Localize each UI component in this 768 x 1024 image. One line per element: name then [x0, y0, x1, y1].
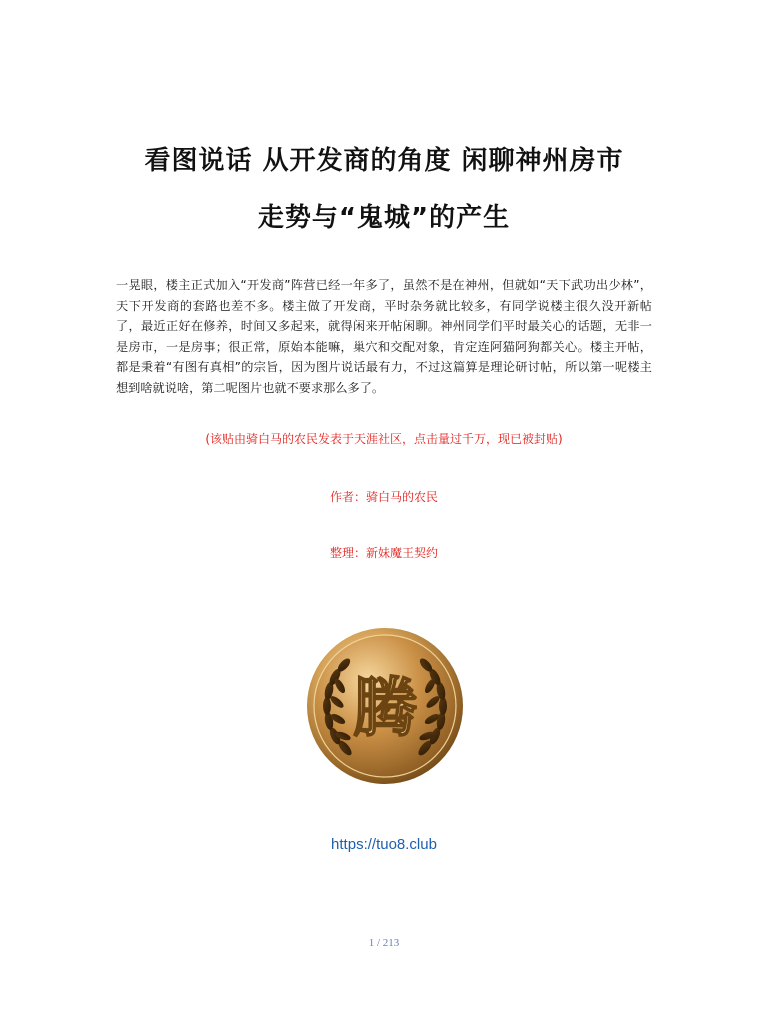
medal-glyph: 腾 — [353, 672, 417, 746]
site-link[interactable]: https://tuo8.club — [331, 836, 437, 853]
gold-medal-icon — [305, 626, 465, 786]
title-line-1: 看图说话 从开发商的角度 闲聊神州房市 — [144, 146, 624, 176]
source-note: (该贴由骑白马的农民发表于天涯社区，点击量过千万，现已被封贴) — [205, 432, 563, 446]
title-line-2: 走势与“鬼城”的产生 — [257, 203, 511, 233]
editor-line: 整理：新妹魔王契约 — [329, 546, 438, 560]
page-number: 1 / 213 — [368, 937, 400, 949]
author-line: 作者：骑白马的农民 — [329, 490, 438, 504]
intro-paragraph: 一晃眼，楼主正式加入“开发商”阵营已经一年多了，虽然不是在神州，但就如“天下武功出少林”，天下开发商的套路也差不多。楼主做了开发商，平时杂务就比较多，有同学说楼主很久没开新帖了，最近正好在修养，时间又多起来，就得闲来开帖闲聊。神州同学们平时最关心的话题，无非一是房市，一是房事；很正常，原始本能嘛，巢穴和交配对象，肯定连阿猫阿狗都关心。楼主开帖，都是秉着“有图有真相”的宗旨，因为图片说话最有力，不过这篇算是理论研讨帖，所以第一呢楼主想到啥就说啥，第二呢图片也就不要求那么多了。 — [116, 278, 652, 395]
